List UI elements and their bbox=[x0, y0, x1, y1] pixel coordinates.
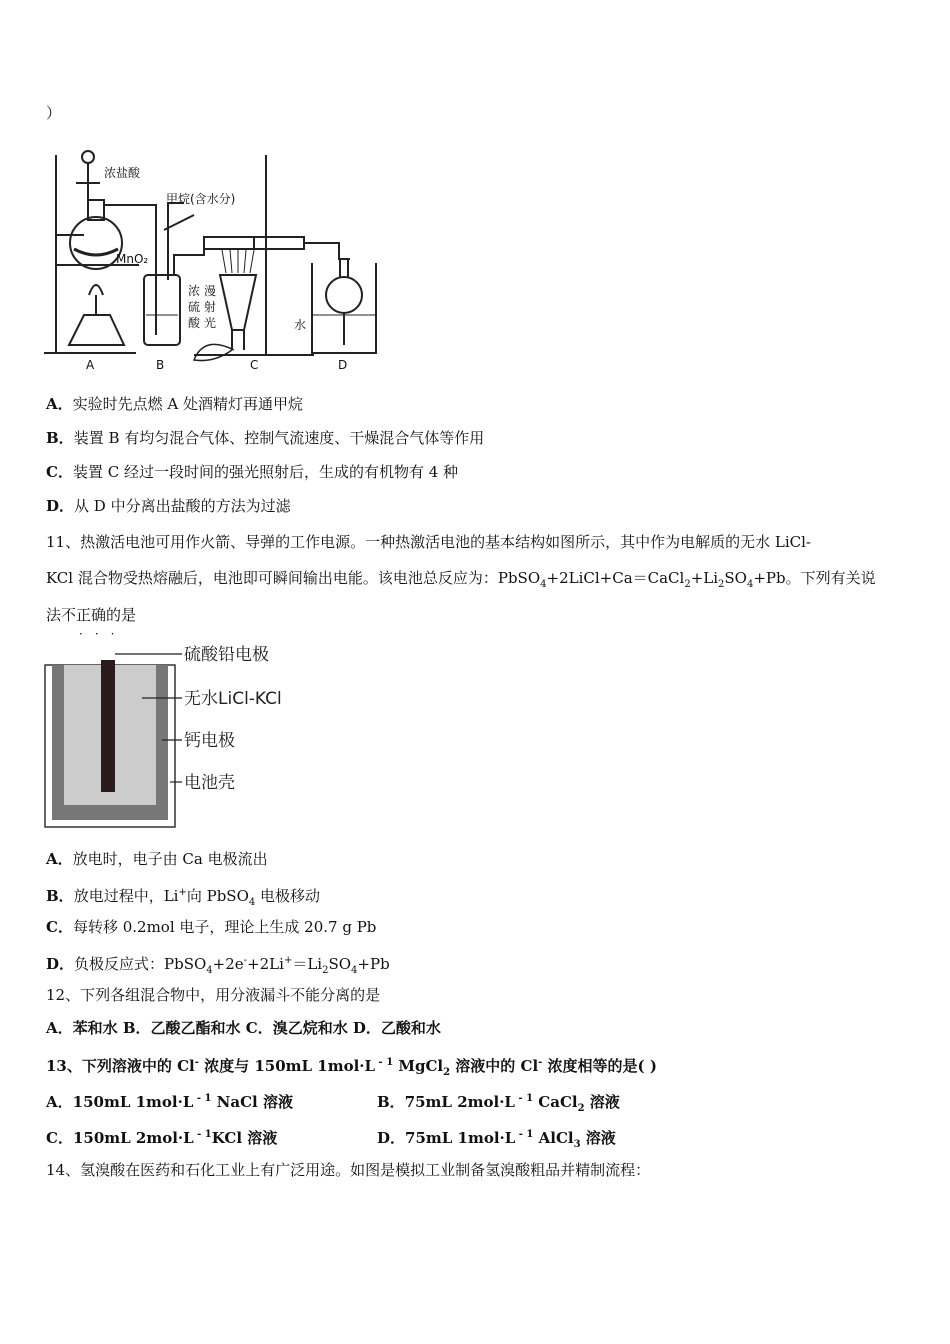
q11-option-d: D．负极反应式：$PbSO_4+2e^-+2Li^+=Li_2SO_4+Pb$ bbox=[46, 955, 390, 976]
label-light-3: 光 bbox=[204, 316, 217, 330]
emphasis-not-correct: 不正确 ··· bbox=[61, 606, 127, 641]
label-h2so4-2: 硫 bbox=[188, 300, 201, 314]
q10-option-d: D．从 D 中分离出盐酸的方法为过滤 bbox=[46, 497, 291, 515]
bottle-b bbox=[144, 275, 180, 345]
q12-stem: 12、下列各组混合物中，用分液漏斗不能分离的是 bbox=[46, 986, 381, 1004]
q13-option-d: D．75mL 1mol·L $^{- 1}$ AlCl$_3$ 溶液 bbox=[377, 1129, 616, 1150]
q11-option-c: C．每转移 0.2mol 电子，理论上生成 20.7 g Pb bbox=[46, 918, 377, 936]
pbso4-electrode bbox=[101, 660, 115, 792]
q14-stem: 14、氢溴酸在医药和石化工业上有广泛用途。如图是模拟工业制备氢溴酸粗品并精制流程： bbox=[46, 1161, 651, 1179]
label-pbso4-electrode: 硫酸铅电极 bbox=[184, 645, 269, 665]
light-funnel bbox=[220, 275, 256, 330]
closing-paren: ） bbox=[46, 104, 62, 122]
label-b: B bbox=[156, 358, 165, 372]
label-d: D bbox=[338, 358, 348, 372]
q11-stem-line1: 11、热激活电池可用作火箭、导弹的工作电源。一种热激活电池的基本结构如图所示，其中作为电解质的无水 LiCl- bbox=[46, 533, 811, 551]
battery-figure bbox=[44, 640, 314, 830]
q10-option-c: C．装置 C 经过一段时间的强光照射后，生成的有机物有 4 种 bbox=[46, 463, 459, 481]
label-c: C bbox=[250, 358, 259, 372]
q11-stem-line3: 法不正确 ··· 的是 bbox=[46, 606, 137, 641]
label-battery-shell: 电池壳 bbox=[184, 773, 235, 793]
label-electrolyte: 无水LiCl-KCl bbox=[184, 689, 282, 709]
q10-option-b: B．装置 B 有均匀混合气体、控制气流速度、干燥混合气体等作用 bbox=[46, 429, 485, 447]
q11-option-b: B．放电过程中，Li+向 PbSO$_4$ 电极移动 bbox=[46, 887, 321, 908]
q10-option-a: A．实验时先点燃 A 处酒精灯再通甲烷 bbox=[46, 395, 304, 413]
label-mno2: MnO₂ bbox=[116, 252, 149, 266]
label-a: A bbox=[86, 358, 95, 372]
flask-a bbox=[70, 217, 122, 269]
label-light-2: 射 bbox=[204, 300, 217, 314]
q11-option-a: A．放电时，电子由 Ca 电极流出 bbox=[46, 850, 268, 868]
q13-option-b: B．75mL 2mol·L $^{- 1}$ CaCl$_2$ 溶液 bbox=[377, 1093, 620, 1114]
apparatus-figure bbox=[44, 145, 384, 375]
label-h2so4-3: 酸 bbox=[188, 316, 201, 330]
q11-stem-line2: KCl 混合物受热熔融后，电池即可瞬间输出电能。该电池总反应为：$PbSO_4+2LiCl+Ca=CaCl_2+Li_2SO_4+Pb$。下列有关说 bbox=[46, 569, 876, 590]
label-water: 水 bbox=[294, 318, 307, 332]
q13-stem: 13、下列溶液中的 Cl- 浓度与 150mL 1mol·L $^{- 1}$ MgCl$_2$ 溶液中的 Cl- 浓度相等的是( ) bbox=[46, 1057, 657, 1078]
q13-option-c: C．150mL 2mol·L $^{- 1}$KCl 溶液 bbox=[46, 1129, 278, 1147]
label-calcium-electrode: 钙电极 bbox=[184, 731, 235, 751]
label-h2so4-1: 浓 bbox=[188, 284, 201, 298]
label-light-1: 漫 bbox=[204, 284, 217, 298]
label-methane: 甲烷(含水分) bbox=[166, 192, 236, 206]
q12-options: A．苯和水 B．乙酸乙酯和水 C．溴乙烷和水 D．乙酸和水 bbox=[46, 1019, 441, 1037]
q13-option-a: A．150mL 1mol·L $^{- 1}$ NaCl 溶液 bbox=[46, 1093, 293, 1111]
label-conc-hcl: 浓盐酸 bbox=[104, 166, 141, 180]
